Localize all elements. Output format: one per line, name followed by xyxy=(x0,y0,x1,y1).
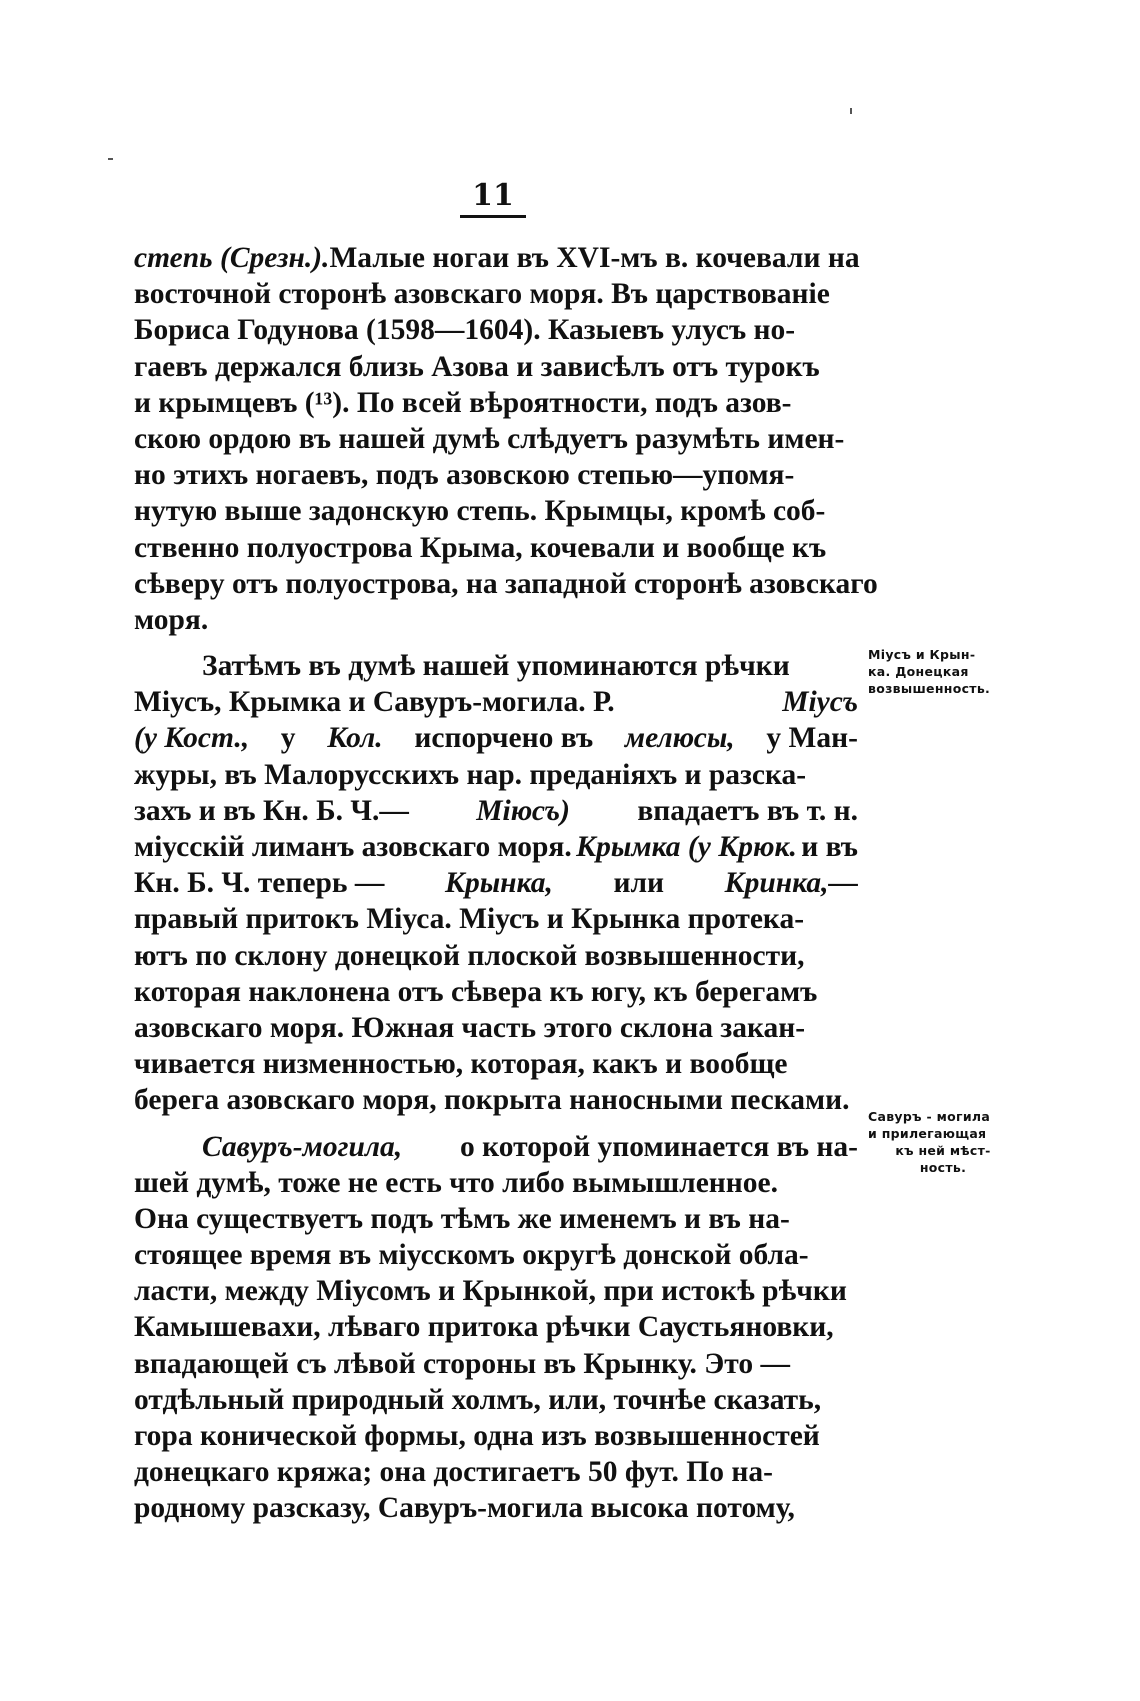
text-run: отдѣльный природный холмъ, или, точнѣе сказать, xyxy=(134,1383,822,1416)
text-run: ютъ по склону донецкой плоской возвышенности, xyxy=(134,939,805,972)
text-line xyxy=(134,829,858,865)
text-line xyxy=(134,793,858,829)
text-run: Крынка, xyxy=(444,867,553,900)
text-run: донецкаго кряжа; она достигаетъ 50 фут. По на- xyxy=(134,1456,773,1489)
text-run: шей думѣ, тоже не есть что либо вымышленное. xyxy=(134,1166,779,1199)
paragraph xyxy=(134,648,858,1118)
text-run: Савуръ-могила, xyxy=(202,1130,403,1163)
text-line xyxy=(134,493,858,529)
page-number: 11 xyxy=(460,178,526,218)
text-run: у xyxy=(280,722,296,755)
text-run: степь (Срезн.). xyxy=(134,242,330,274)
text-run: Затѣмъ въ думѣ нашей упоминаются рѣчки xyxy=(202,650,790,683)
text-line xyxy=(134,385,858,421)
text-run: Камышевахи, лѣваго притока рѣчки Саустьяновки, xyxy=(134,1311,834,1344)
text-line xyxy=(134,1309,858,1345)
text-line xyxy=(134,1201,858,1237)
text-line xyxy=(134,938,858,974)
text-run: Кринка,— xyxy=(724,867,858,900)
paragraph xyxy=(134,1129,858,1527)
text-run: о которой упоминается въ на- xyxy=(460,1130,858,1163)
text-run: родному разсказу, Савуръ-могила высока потому, xyxy=(134,1492,795,1525)
text-line xyxy=(134,530,858,566)
text-run: журы, въ Малорусскихъ нар. преданіяхъ и разска- xyxy=(134,758,807,791)
text-run: сѣверу отъ полуострова, на западной сторонѣ азовскаго xyxy=(134,567,878,600)
text-run: ственно полуострова Крыма, кочевали и вообще къ xyxy=(134,531,827,564)
text-run: Бориса Годунова (1598—1604). Казыевъ улусъ но- xyxy=(134,314,796,347)
text-run: Міюсъ) xyxy=(476,794,570,827)
text-run: мелюсы, xyxy=(624,722,735,755)
text-line xyxy=(134,684,858,720)
margin-note xyxy=(868,1108,1018,1176)
text-line xyxy=(134,1082,858,1118)
text-run: нутую выше задонскую степь. Крымцы, кромѣ соб- xyxy=(134,495,826,528)
text-line xyxy=(134,1165,858,1201)
text-run: берега азовскаго моря, покрыта наносными песками. xyxy=(134,1084,850,1117)
text-line xyxy=(134,602,858,638)
text-line xyxy=(134,421,858,457)
text-run: восточной сторонѣ азовскаго моря. Въ царствованіе xyxy=(134,278,830,311)
text-line xyxy=(134,349,858,385)
text-line xyxy=(134,1273,858,1309)
margin-note-line: возвышенность. xyxy=(868,681,991,696)
text-line xyxy=(134,1382,858,1418)
text-run: испорчено въ xyxy=(414,722,594,755)
text-line xyxy=(134,865,858,901)
text-run: Крымка (у Крюк. xyxy=(576,831,797,863)
text-run: азовскаго моря. Южная часть этого склона закан- xyxy=(134,1011,806,1044)
margin-note-line: ка. Донецкая xyxy=(868,664,969,679)
text-run: впадаетъ въ т. н. xyxy=(637,794,858,827)
text-line xyxy=(134,901,858,937)
print-speck xyxy=(108,158,113,160)
text-run: у Ман- xyxy=(766,722,858,755)
text-run: чивается низменностью, которая, какъ и вообще xyxy=(134,1048,788,1081)
text-run: Міусъ, Крымка и Савуръ-могила. Р. xyxy=(134,686,615,719)
text-run: скою ордою въ нашей думѣ слѣдуетъ разумѣть имен- xyxy=(134,422,845,455)
text-run: впадающей съ лѣвой стороны въ Крынку. Это — xyxy=(134,1347,791,1380)
text-line xyxy=(134,720,858,756)
text-run: Малые ногаи въ XVI-мъ в. кочевали на xyxy=(329,242,860,274)
text-run: стоящее время въ міусскомъ округѣ донской обла- xyxy=(134,1239,809,1272)
text-run: гора конической формы, одна изъ возвышенностей xyxy=(134,1420,820,1452)
text-line xyxy=(134,1454,858,1490)
text-run: ласти, между Міусомъ и Крынкой, при истокѣ рѣчки xyxy=(134,1275,847,1308)
text-run: моря. xyxy=(134,603,209,636)
text-line xyxy=(134,1010,858,1046)
text-run: Она существуетъ подъ тѣмъ же именемъ и въ на- xyxy=(134,1202,790,1235)
paragraph xyxy=(134,240,878,638)
text-line xyxy=(134,757,858,793)
margin-note-line: къ ней мѣст- xyxy=(895,1143,991,1158)
text-line xyxy=(134,1418,858,1454)
body-text xyxy=(134,240,878,1527)
text-line xyxy=(134,240,858,276)
print-speck xyxy=(850,108,852,114)
text-line xyxy=(134,974,858,1010)
text-run: міусскій лиманъ азовскаго моря. xyxy=(134,831,572,863)
margin-note-line: Міусъ и Крын- xyxy=(868,647,976,662)
text-run: (у Кост., xyxy=(134,722,250,755)
text-run: Міусъ xyxy=(782,686,858,719)
text-line xyxy=(134,1046,858,1082)
text-run: и крымцевъ (¹³). По всей вѣроятности, подъ азов- xyxy=(134,386,792,419)
margin-note xyxy=(868,646,1018,697)
text-line xyxy=(134,457,858,493)
text-run: гаевъ держался близь Азова и зависѣлъ отъ турокъ xyxy=(134,350,820,383)
text-run: и въ xyxy=(801,831,858,863)
text-run: Кн. Б. Ч. теперь — xyxy=(134,867,385,900)
text-line xyxy=(134,648,858,684)
text-run: Кол. xyxy=(327,722,383,755)
text-line xyxy=(134,1129,858,1165)
text-line xyxy=(134,1346,858,1382)
margin-note-line: и прилегающая xyxy=(868,1126,987,1141)
text-line xyxy=(134,276,858,312)
margin-note-line: Савуръ - могила xyxy=(868,1109,991,1124)
text-line xyxy=(134,566,878,602)
text-run: или xyxy=(613,867,665,900)
text-run: захъ и въ Кн. Б. Ч.— xyxy=(134,794,409,827)
text-run: правый притокъ Міуса. Міусъ и Крынка протека- xyxy=(134,903,805,936)
margin-note-line: ность. xyxy=(919,1160,967,1175)
text-line xyxy=(134,312,858,348)
text-line xyxy=(134,1490,858,1526)
text-line xyxy=(134,1237,858,1273)
text-run: но этихъ ногаевъ, подъ азовскою степью—упомя- xyxy=(134,459,795,492)
text-run: которая наклонена отъ сѣвера къ югу, къ берегамъ xyxy=(134,975,818,1008)
